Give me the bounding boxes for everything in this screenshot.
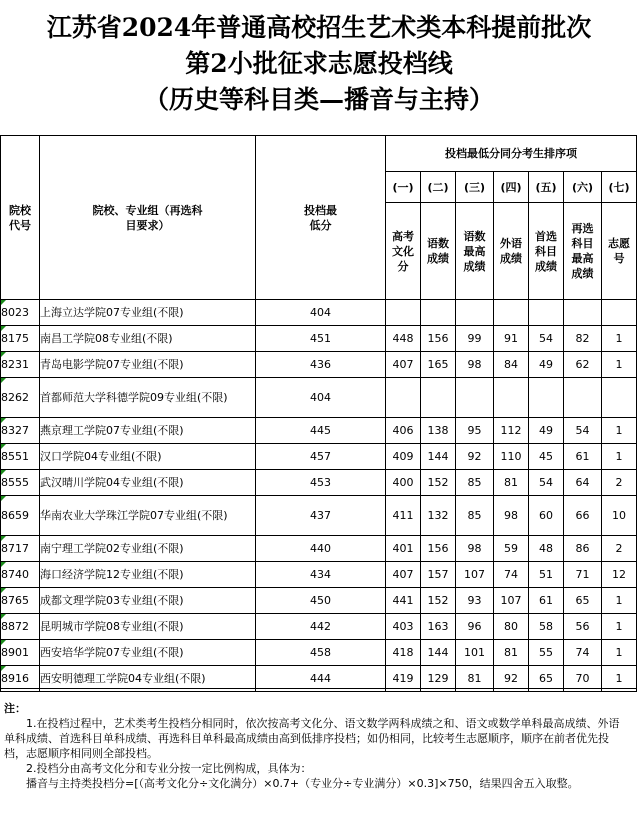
header-sub-number: (六): [564, 172, 602, 203]
cell-rank-4: 107: [494, 588, 529, 614]
cell-rank-2: 163: [421, 614, 456, 640]
cell-rank-5: 48: [529, 536, 564, 562]
cell-rank-1: 407: [386, 562, 421, 588]
header-sub-label: 再选科目最高成绩: [564, 203, 602, 300]
cell-code: 8231: [1, 352, 40, 378]
cell-school: 汉口学院04专业组(不限): [40, 444, 256, 470]
cell-code: 8659: [1, 496, 40, 536]
cell-rank-3: 107: [456, 562, 494, 588]
cell-rank-6: [564, 300, 602, 326]
cell-rank-2: 156: [421, 326, 456, 352]
cell-min-score: 434: [256, 562, 386, 588]
cell-rank-6: 66: [564, 496, 602, 536]
cell-rank-5: 54: [529, 326, 564, 352]
cell-rank-2: 165: [421, 352, 456, 378]
cell-rank-7: [602, 378, 637, 418]
cell-school: 燕京理工学院07专业组(不限): [40, 418, 256, 444]
cell-rank-4: 81: [494, 640, 529, 666]
cell-rank-7: [602, 300, 637, 326]
cell-rank-2: 152: [421, 470, 456, 496]
cell-rank-7: 1: [602, 666, 637, 692]
cell-min-score: 458: [256, 640, 386, 666]
table-row: [1, 640, 637, 666]
cell-rank-3: [456, 300, 494, 326]
header-sub-number: (五): [529, 172, 564, 203]
cell-school: 成都文理学院03专业组(不限): [40, 588, 256, 614]
cell-rank-1: 400: [386, 470, 421, 496]
cell-rank-5: 45: [529, 444, 564, 470]
cell-rank-7: 1: [602, 588, 637, 614]
cell-rank-5: [529, 300, 564, 326]
cell-rank-5: [529, 378, 564, 418]
table-row: [1, 470, 637, 496]
table-row: [1, 300, 637, 326]
page-title-line-3: （历史等科目类—播音与主持）: [143, 85, 494, 114]
header-school: 院校、专业组（再选科目要求）: [40, 136, 256, 300]
cell-rank-7: 2: [602, 536, 637, 562]
cell-rank-4: 74: [494, 562, 529, 588]
header-sub-label: 首选科目成绩: [529, 203, 564, 300]
cell-rank-7: 1: [602, 640, 637, 666]
cell-rank-2: 129: [421, 666, 456, 692]
cell-code: 8551: [1, 444, 40, 470]
cell-rank-1: [386, 378, 421, 418]
cell-rank-4: 80: [494, 614, 529, 640]
cell-rank-1: 407: [386, 352, 421, 378]
cell-code: 8175: [1, 326, 40, 352]
table-row: [1, 562, 637, 588]
header-sub-label: 高考文化分: [386, 203, 421, 300]
cell-min-score: 404: [256, 300, 386, 326]
table-row: [1, 588, 637, 614]
header-sub-number: (四): [494, 172, 529, 203]
cell-school: 华南农业大学珠江学院07专业组(不限): [40, 496, 256, 536]
header-min-score: 投档最低分: [256, 136, 386, 300]
title-block: [0, 0, 638, 135]
cell-min-score: 453: [256, 470, 386, 496]
cell-rank-7: 10: [602, 496, 637, 536]
cell-rank-3: 92: [456, 444, 494, 470]
cell-rank-6: 86: [564, 536, 602, 562]
cell-min-score: 436: [256, 352, 386, 378]
cell-rank-3: 98: [456, 536, 494, 562]
cell-rank-7: 1: [602, 444, 637, 470]
page-title-line-1: 江苏省2024年普通高校招生艺术类本科提前批次: [46, 13, 592, 42]
cell-rank-2: 157: [421, 562, 456, 588]
cell-rank-7: 2: [602, 470, 637, 496]
cell-rank-4: 81: [494, 470, 529, 496]
cell-min-score: 444: [256, 666, 386, 692]
cell-rank-4: 92: [494, 666, 529, 692]
cell-rank-3: 95: [456, 418, 494, 444]
cell-rank-4: 91: [494, 326, 529, 352]
cell-rank-1: 401: [386, 536, 421, 562]
note-paragraph-1: 1.在投档过程中，艺术类考生投档分相同时，依次按高考文化分、语文数学两科成绩之和、语文或数学单科最高成绩、外语单科成绩、首选科目单科成绩、再选科目单科最高成绩由高到低排序投档；如仍相同，比较考生志愿顺序，顺序在前者优先投档，志愿顺序相同则全部投档。: [4, 717, 620, 760]
header-sub-number: (一): [386, 172, 421, 203]
cell-school: 上海立达学院07专业组(不限): [40, 300, 256, 326]
notes-title: 注：: [4, 702, 26, 715]
cell-min-score: 404: [256, 378, 386, 418]
header-sub-number: (七): [602, 172, 637, 203]
cell-rank-1: 409: [386, 444, 421, 470]
cell-rank-4: 84: [494, 352, 529, 378]
cell-code: 8901: [1, 640, 40, 666]
cell-code: 8916: [1, 666, 40, 692]
header-sub-number: (三): [456, 172, 494, 203]
cell-rank-3: 101: [456, 640, 494, 666]
cell-rank-1: [386, 300, 421, 326]
cell-min-score: 445: [256, 418, 386, 444]
cell-school: 首都师范大学科德学院09专业组(不限): [40, 378, 256, 418]
cell-school: 南宁理工学院02专业组(不限): [40, 536, 256, 562]
cell-rank-6: [564, 378, 602, 418]
cell-rank-1: 403: [386, 614, 421, 640]
cell-rank-2: 152: [421, 588, 456, 614]
cell-rank-7: 1: [602, 418, 637, 444]
cell-school: 南昌工学院08专业组(不限): [40, 326, 256, 352]
table-row: [1, 326, 637, 352]
header-sub-label: 外语成绩: [494, 203, 529, 300]
header-ranking-group: 投档最低分同分考生排序项: [386, 136, 637, 172]
cell-school: 西安培华学院07专业组(不限): [40, 640, 256, 666]
cell-rank-1: 418: [386, 640, 421, 666]
cell-rank-5: 58: [529, 614, 564, 640]
cell-min-score: 442: [256, 614, 386, 640]
cell-code: 8717: [1, 536, 40, 562]
cell-rank-6: 71: [564, 562, 602, 588]
cell-rank-6: 65: [564, 588, 602, 614]
cell-rank-2: 144: [421, 444, 456, 470]
cell-rank-6: 56: [564, 614, 602, 640]
cell-rank-2: [421, 300, 456, 326]
cell-rank-1: 411: [386, 496, 421, 536]
cell-rank-7: 1: [602, 326, 637, 352]
header-sub-number: (二): [421, 172, 456, 203]
cell-rank-5: 55: [529, 640, 564, 666]
cell-rank-3: 85: [456, 470, 494, 496]
cell-rank-6: 64: [564, 470, 602, 496]
cell-school: 西安明德理工学院04专业组(不限): [40, 666, 256, 692]
table-row: [1, 418, 637, 444]
cell-code: 8740: [1, 562, 40, 588]
cell-school: 青岛电影学院07专业组(不限): [40, 352, 256, 378]
cell-rank-4: 110: [494, 444, 529, 470]
note-paragraph-2: 2.投档分由高考文化分和专业分按一定比例构成，具体为：: [26, 762, 312, 775]
cell-rank-5: 65: [529, 666, 564, 692]
cell-rank-1: 419: [386, 666, 421, 692]
cell-rank-4: 112: [494, 418, 529, 444]
cell-min-score: 451: [256, 326, 386, 352]
table-row: [1, 352, 637, 378]
cell-rank-1: 441: [386, 588, 421, 614]
cell-rank-3: [456, 378, 494, 418]
cell-rank-5: 51: [529, 562, 564, 588]
cell-rank-4: [494, 300, 529, 326]
cell-rank-5: 61: [529, 588, 564, 614]
cell-rank-1: 448: [386, 326, 421, 352]
cell-school: 武汉晴川学院04专业组(不限): [40, 470, 256, 496]
cell-rank-7: 1: [602, 614, 637, 640]
cell-rank-5: 49: [529, 352, 564, 378]
table-row: [1, 536, 637, 562]
cell-rank-5: 49: [529, 418, 564, 444]
cell-rank-7: 12: [602, 562, 637, 588]
cell-rank-6: 82: [564, 326, 602, 352]
table-row: [1, 496, 637, 536]
note-formula: 播音与主持类投档分=[（高考文化分÷文化满分）×0.7+（专业分÷专业满分）×0.3]×750，结果四舍五入取整。: [26, 777, 579, 790]
cell-rank-5: 54: [529, 470, 564, 496]
cell-code: 8555: [1, 470, 40, 496]
cell-rank-6: 74: [564, 640, 602, 666]
cell-rank-6: 61: [564, 444, 602, 470]
cell-rank-7: 1: [602, 352, 637, 378]
header-sub-label: 语数最高成绩: [456, 203, 494, 300]
cell-rank-4: [494, 378, 529, 418]
cell-rank-2: 138: [421, 418, 456, 444]
cell-rank-3: 98: [456, 352, 494, 378]
cell-rank-3: 93: [456, 588, 494, 614]
cell-code: 8872: [1, 614, 40, 640]
cell-rank-3: 99: [456, 326, 494, 352]
cell-rank-4: 59: [494, 536, 529, 562]
cell-rank-6: 62: [564, 352, 602, 378]
cell-code: 8262: [1, 378, 40, 418]
table-row: [1, 378, 637, 418]
cell-min-score: 457: [256, 444, 386, 470]
cell-code: 8765: [1, 588, 40, 614]
cell-rank-2: 144: [421, 640, 456, 666]
cell-rank-4: 98: [494, 496, 529, 536]
cell-rank-5: 60: [529, 496, 564, 536]
cell-rank-6: 70: [564, 666, 602, 692]
cell-min-score: 450: [256, 588, 386, 614]
cell-school: 海口经济学院12专业组(不限): [40, 562, 256, 588]
header-code: 院校代号: [1, 136, 40, 300]
cell-rank-1: 406: [386, 418, 421, 444]
cell-min-score: 440: [256, 536, 386, 562]
header-sub-label: 语数成绩: [421, 203, 456, 300]
cell-rank-6: 54: [564, 418, 602, 444]
cell-min-score: 437: [256, 496, 386, 536]
header-sub-label: 志愿号: [602, 203, 637, 300]
cell-school: 昆明城市学院08专业组(不限): [40, 614, 256, 640]
cell-rank-3: 85: [456, 496, 494, 536]
notes-section: [0, 688, 636, 825]
cell-rank-2: [421, 378, 456, 418]
table-row: [1, 614, 637, 640]
page-title-line-2: 第2小批征求志愿投档线: [185, 49, 453, 78]
cell-rank-3: 81: [456, 666, 494, 692]
table-row: [1, 444, 637, 470]
cell-code: 8023: [1, 300, 40, 326]
admission-score-table: [0, 135, 637, 692]
cell-code: 8327: [1, 418, 40, 444]
cell-rank-2: 132: [421, 496, 456, 536]
cell-rank-2: 156: [421, 536, 456, 562]
cell-rank-3: 96: [456, 614, 494, 640]
